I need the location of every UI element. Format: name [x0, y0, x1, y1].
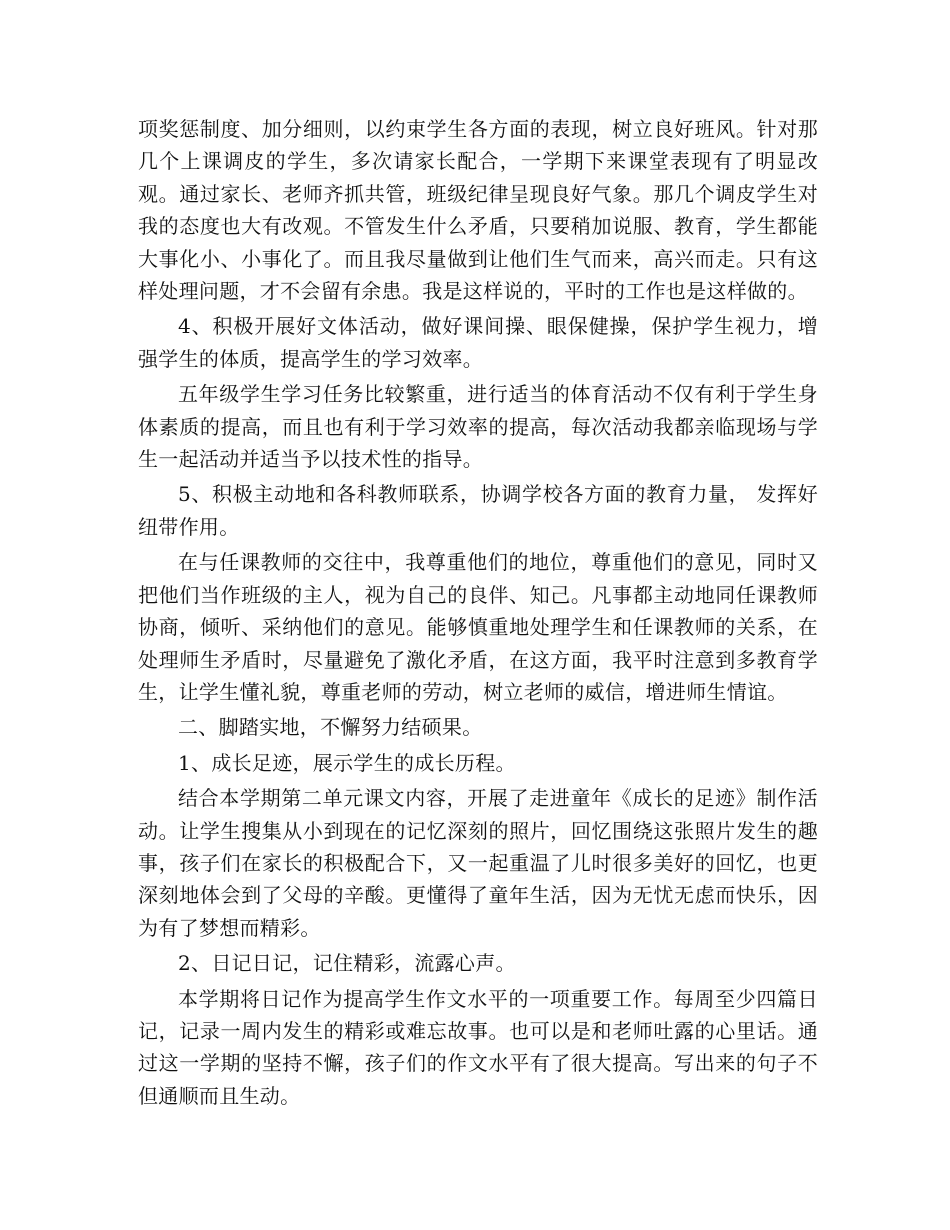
paragraph-diary-heading: 2、日记日记，记住精彩，流露心声。: [178, 951, 516, 976]
paragraph-teacher-relations: 在与任课教师的交往中，我尊重他们的地位，尊重他们的意见，同时又把他们当作班级的主人，视为自己的良伴、知己。凡事都主动地同任课教师协商，倾听、采纳他们的意见。能够慎重地处理学生和任课教师的关系，在处理师生矛盾时，尽量避免了激化矛盾，在这方面，我平时注意到多教育学生，让学生懂礼貌，尊重老师的劳动，树立老师的威信，增进师生情谊。: [138, 550, 818, 704]
paragraph-sports-activities: 五年级学生学习任务比较繁重，进行适当的体育活动不仅有利于学生身体素质的提高，而且也有利于学习效率的提高，每次活动我都亲临现场与学生一起活动并适当予以技术性的指导。: [138, 382, 818, 472]
document-body: [138, 113, 818, 1115]
paragraph-growth-footprints-heading: 1、成长足迹，展示学生的成长历程。: [178, 750, 516, 775]
paragraph-diary: 本学期将日记作为提高学生作文水平的一项重要工作。每周至少四篇日记，记录一周内发生的精彩或难忘故事。也可以是和老师吐露的心里话。通过这一学期的坚持不懈，孩子们的作文水平有了很大提高。写出来的句子不但通顺而且生动。: [138, 986, 818, 1108]
paragraph-growth-footprints: 结合本学期第二单元课文内容，开展了走进童年《成长的足迹》制作活动。让学生搜集从小到现在的记忆深刻的照片，回忆围绕这张照片发生的趣事，孩子们在家长的积极配合下，又一起重温了儿时很多美好的回忆，也更深刻地体会到了父母的辛酸。更懂得了童年生活，因为无忧无虑而快乐，因为有了梦想而精彩。: [138, 786, 818, 940]
section-heading-two: 二、脚踏实地，不懈努力结硕果。: [178, 715, 483, 740]
paragraph-continued: 项奖惩制度、加分细则，以约束学生各方面的表现，树立良好班风。针对那几个上课调皮的学生，多次请家长配合，一学期下来课堂表现有了明显改观。通过家长、老师齐抓共管，班级纪律呈现良好气象。那几个调皮学生对我的态度也大有改观。不管发生什么矛盾，只要稍加说服、教育，学生都能大事化小、小事化了。而且我尽量做到让他们生气而来，高兴而走。只有这样处理问题，才不会留有余患。我是这样说的，平时的工作也是这样做的。: [138, 117, 818, 304]
paragraph-item-5: 5、积极主动地和各科教师联系，协调学校各方面的教育力量， 发挥好纽带作用。: [138, 482, 818, 539]
paragraph-item-4: 4、积极开展好文体活动，做好课间操、眼保健操，保护学生视力，增强学生的体质，提高学生的学习效率。: [138, 314, 818, 371]
